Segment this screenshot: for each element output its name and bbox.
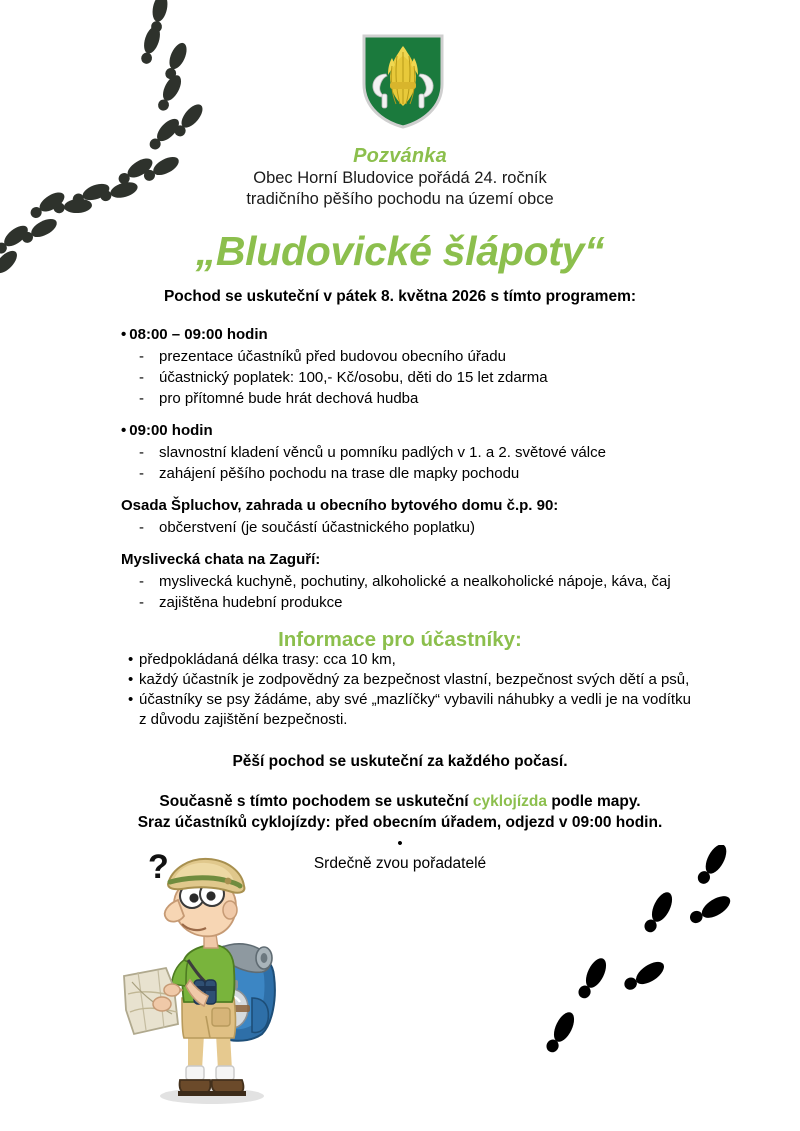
- program-list-item: [121, 370, 761, 385]
- program-list-item: [121, 466, 761, 481]
- dash-marker-icon: -: [139, 369, 144, 386]
- safari-hat-icon: [168, 859, 244, 893]
- program-block-heading: [121, 498, 761, 513]
- invitation-word: Pozvánka: [353, 145, 447, 167]
- info-list-item: [128, 692, 758, 707]
- page-title: „Bludovické šlápoty“: [195, 228, 605, 274]
- info-list-item: [128, 652, 758, 667]
- program-list-item-text: prezentace účastníků před budovou obecního úřadu: [159, 348, 506, 365]
- program-block-heading-text: 08:00 – 09:00 hodin: [129, 326, 268, 343]
- program-block: [121, 552, 761, 610]
- question-mark-icon: ?: [148, 848, 169, 886]
- meeting-line: Sraz účastníků cyklojízdy: před obecním úřadem, odjezd v 09:00 hodin.: [137, 813, 663, 831]
- info-heading: Informace pro účastníky:: [278, 628, 522, 651]
- info-list-item-text: každý účastník je zodpovědný za bezpečnost vlastní, bezpečnost svých dětí a psů,: [139, 671, 690, 688]
- coat-of-arms-icon: [358, 32, 448, 130]
- program-list-item: [121, 391, 761, 406]
- program-block-heading: [121, 552, 761, 567]
- signoff-line: Srdečně zvou pořadatelé: [313, 854, 487, 872]
- dash-marker-icon: -: [139, 390, 144, 407]
- program-list-item-text: zajištěna hudební produkce: [159, 594, 343, 611]
- program-list-item-text: myslivecká kuchyně, pochutiny, alkoholické a nealkoholické nápoje, káva, čaj: [159, 573, 671, 590]
- program-block-heading-text: Osada Špluchov, zahrada u obecního bytového domu č.p. 90:: [121, 497, 559, 514]
- program-headline: Pochod se uskuteční v pátek 8. května 2026 s tímto programem:: [163, 288, 637, 305]
- program-block-heading: [121, 423, 761, 438]
- dot-separator: •: [397, 835, 403, 853]
- info-list: [128, 652, 758, 732]
- weather-line: Pěší pochod se uskuteční za každého počasí.: [232, 753, 568, 770]
- info-continued-line: z důvodu zajištění bezpečnosti.: [139, 711, 348, 728]
- bullet-icon: •: [128, 691, 134, 708]
- program-list-item: [121, 445, 761, 460]
- program-list-item-text: občerstvení (je součástí účastnického poplatku): [159, 519, 476, 536]
- footprint-trail-bottom-right-icon: [520, 845, 780, 1085]
- program-block: [121, 327, 761, 406]
- bullet-icon: •: [128, 651, 134, 668]
- program-block-heading-text: Myslivecká chata na Zaguří:: [121, 551, 321, 568]
- bullet-icon: •: [128, 671, 134, 688]
- program-block-heading-text: 09:00 hodin: [129, 422, 213, 439]
- program-block-heading: [121, 327, 761, 342]
- legs: [186, 1034, 234, 1080]
- dash-marker-icon: -: [139, 465, 144, 482]
- bike-line-part1: Současně s tímto pochodem se uskuteční: [159, 793, 473, 811]
- program-block: [121, 498, 761, 535]
- program-list-item-text: slavnostní kladení věnců u pomníku padlých v 1. a 2. světové válce: [159, 444, 606, 461]
- bike-line-highlight: cyklojízda: [472, 793, 548, 811]
- hiking-boots-icon: [178, 1080, 246, 1096]
- dash-marker-icon: -: [139, 444, 144, 461]
- dash-marker-icon: -: [139, 594, 144, 611]
- program-section: [121, 327, 761, 610]
- program-list-item: [121, 595, 761, 610]
- bullet-icon: •: [121, 326, 127, 343]
- program-list-item-text: pro přítomné bude hrát dechová hudba: [159, 390, 419, 407]
- program-list-item: [121, 574, 761, 589]
- header-block: [0, 145, 800, 210]
- program-block: [121, 423, 761, 481]
- info-list-item-text: účastníky se psy žádáme, aby své „mazlíčky“ vybavili náhubky a vedli je na vodítku: [139, 691, 691, 708]
- program-list-item-text: zahájení pěšího pochodu na trase dle mapky pochodu: [159, 465, 520, 482]
- cartoon-hiker-with-map-illustration: [112, 848, 307, 1106]
- info-list-item-text: předpokládaná délka trasy: cca 10 km,: [139, 651, 396, 668]
- program-list-item-text: účastnický poplatek: 100,- Kč/osobu, děti do 15 let zdarma: [159, 369, 548, 386]
- info-list-item: [128, 672, 758, 687]
- dash-marker-icon: -: [139, 573, 144, 590]
- subtitle-line-1: Obec Horní Bludovice pořádá 24. ročník: [253, 169, 547, 187]
- dash-marker-icon: -: [139, 519, 144, 536]
- program-list-item: [121, 349, 761, 364]
- bike-line-part2: podle mapy.: [547, 793, 641, 811]
- bike-line: [0, 792, 800, 812]
- bullet-icon: •: [121, 422, 127, 439]
- program-list-item: [121, 520, 761, 535]
- dash-marker-icon: -: [139, 348, 144, 365]
- spacer: [0, 772, 800, 792]
- subtitle-line-2: tradičního pěšího pochodu na území obce: [246, 190, 554, 209]
